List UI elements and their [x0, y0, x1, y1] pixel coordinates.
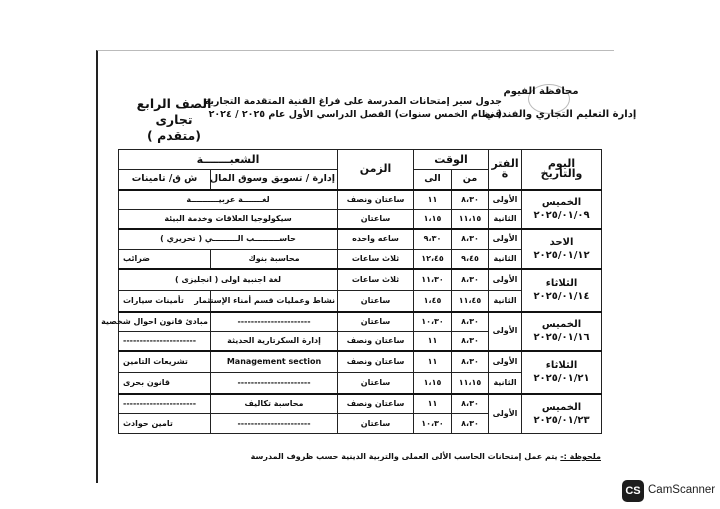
subject-insurance-cell: ----------------------: [119, 394, 211, 414]
period-cell: الأولى: [489, 351, 522, 373]
duration-cell: ثلاث ساعات: [338, 269, 414, 291]
time-from-cell: ٨،٣٠: [452, 414, 489, 434]
time-to-cell: ١١: [414, 190, 452, 210]
exam-date: ٢٠٢٥/٠١/٢١: [533, 373, 590, 384]
time-from-cell: ٩،٤٥: [452, 250, 489, 269]
day-name: الاحد: [549, 236, 574, 248]
period-cell: الأولى: [489, 312, 522, 351]
day-name: الثلاثاء: [545, 278, 578, 289]
exam-date: ٢٠٢٥/٠١/١٦: [533, 332, 590, 343]
period-cell: الثانية: [489, 373, 522, 394]
duration-cell: ساعتان: [338, 312, 414, 332]
department-label: إدارة التعليم التجاري والفندقي: [485, 109, 637, 120]
day-header: اليوم: [547, 157, 576, 171]
day-date-cell: [522, 351, 602, 394]
note-label: ملحوظة :-: [560, 452, 601, 461]
schedule-row: [119, 229, 602, 250]
title-line-1: جدول سير إمتحانات المدرسة على فراغ الفنية المتقدمة التجارية: [204, 96, 502, 107]
grade-line-3: (متقدم ): [147, 128, 201, 143]
subject-insurance-cell: تامين حوادث: [119, 414, 211, 434]
time-to-cell: ١٢،٤٥: [414, 250, 452, 269]
day-name: الخميس: [541, 319, 582, 330]
time-to-cell: ١،٤٥: [414, 291, 452, 312]
exam-date: ٢٠٢٥/٠١/١٢: [533, 249, 590, 261]
day-name: الثلاثاء: [545, 360, 578, 371]
time-to-cell: ١١: [414, 394, 452, 414]
day-date-cell: [522, 229, 602, 269]
schedule-row: [119, 269, 602, 291]
period-cell: الأولى: [489, 190, 522, 210]
time-from-cell: ٨،٣٠: [452, 351, 489, 373]
subject-marketing-cell: محاسبة بنوك: [211, 250, 338, 269]
subject-marketing-cell: محاسبة تكاليف: [211, 394, 338, 414]
day-date-header: [522, 150, 602, 190]
duration-header: الزمن: [338, 150, 414, 190]
time-to-cell: ١٠،٣٠: [414, 312, 452, 332]
subject-common-cell: حاســـــــــب الـــــــــي ( تحريري ): [119, 229, 338, 250]
time-to-cell: ١،١٥: [414, 373, 452, 394]
time-to-cell: ١،١٥: [414, 210, 452, 229]
duration-cell: ساعه واحده: [338, 229, 414, 250]
duration-cell: ساعتان ونصف: [338, 332, 414, 351]
subject-common-cell: سيكولوجيا العلاقات وخدمة البيئة: [119, 210, 338, 229]
time-from-cell: ٨،٣٠: [452, 394, 489, 414]
subject-insurance-cell: تأمينات سيارات: [119, 291, 211, 312]
branch-header: الشعبـــــــة: [119, 150, 338, 170]
duration-cell: ساعتان: [338, 373, 414, 394]
branch-insurance-header: ش ق/ تامينات: [119, 170, 211, 190]
time-from-cell: ٨،٣٠: [452, 332, 489, 351]
camscanner-logo-icon: CS: [622, 480, 644, 502]
subject-marketing-cell: نشاط وعمليات قسم أمناء الإستثمار: [211, 291, 338, 312]
exam-date: ٢٠٢٥/٠١/٢٣: [533, 414, 590, 426]
duration-cell: ساعتان ونصف: [338, 190, 414, 210]
time-from-cell: ٨،٣٠: [452, 269, 489, 291]
period-header-a: الفتر: [491, 157, 519, 171]
period-cell: الأولى: [489, 229, 522, 250]
camscanner-label: CamScanner: [648, 484, 716, 496]
document-title: [204, 96, 502, 120]
from-header: من: [452, 170, 489, 190]
time-to-cell: ١٠،٣٠: [414, 414, 452, 434]
subject-insurance-cell: تشريعات التامين: [119, 351, 211, 373]
time-header: الوقت: [414, 150, 489, 170]
duration-cell: ساعتان: [338, 210, 414, 229]
governorate-label: محافظة الفيوم: [503, 86, 579, 97]
period-cell: الأولى: [489, 269, 522, 291]
period-cell: الثانية: [489, 250, 522, 269]
subject-marketing-cell: ----------------------: [211, 312, 338, 332]
duration-cell: ساعتان: [338, 414, 414, 434]
exam-date: ٢٠٢٥/٠١/٠٩: [533, 210, 590, 221]
duration-cell: ثلاث ساعات: [338, 250, 414, 269]
duration-cell: ساعتان: [338, 291, 414, 312]
schedule-row: [119, 351, 602, 373]
time-from-cell: ١١،١٥: [452, 373, 489, 394]
subject-common-cell: لغـــــــة عربيــــــــــة: [119, 190, 338, 210]
day-name: الخميس: [541, 197, 582, 208]
time-to-cell: ٩،٣٠: [414, 229, 452, 250]
title-line-2: ( نظام الخمس سنوات) الفصل الدراسي الأول عام ٢٠٢٥ / ٢٠٢٤: [208, 109, 502, 120]
period-cell: الثانية: [489, 291, 522, 312]
grade-line-1: الصف الرابع: [136, 96, 212, 111]
subject-insurance-cell: ضرائب: [119, 250, 211, 269]
footer-note: [250, 452, 601, 461]
period-cell: الثانية: [489, 210, 522, 229]
time-from-cell: ١١،٤٥: [452, 291, 489, 312]
date-header: والتاريخ: [540, 167, 583, 181]
time-from-cell: ٨،٣٠: [452, 312, 489, 332]
branch-marketing-header: إدارة / تسويق وسوق المال: [211, 170, 338, 190]
to-header: الى: [414, 170, 452, 190]
time-to-cell: ١١،٣٠: [414, 269, 452, 291]
subject-common-cell: لغة اجنبية اولى ( انجليزى ): [119, 269, 338, 291]
day-name: الخميس: [541, 401, 582, 413]
exam-date: ٢٠٢٥/٠١/١٤: [533, 291, 590, 302]
subject-insurance-cell: مبادئ قانون احوال شخصية: [119, 312, 211, 332]
duration-cell: ساعتان ونصف: [338, 351, 414, 373]
subject-marketing-cell: ----------------------: [211, 373, 338, 394]
time-to-cell: ١١: [414, 351, 452, 373]
subject-insurance-cell: ----------------------: [119, 332, 211, 351]
day-date-cell: [522, 312, 602, 351]
schedule-row: [119, 312, 602, 332]
time-from-cell: ٨،٣٠: [452, 229, 489, 250]
subject-insurance-cell: قانون بحرى: [119, 373, 211, 394]
period-header-b: ة: [501, 167, 509, 181]
exam-schedule-table: [101, 149, 602, 434]
grade-line-2: تجارى: [155, 112, 193, 127]
subject-marketing-cell: ----------------------: [211, 414, 338, 434]
day-date-cell: [522, 269, 602, 312]
schedule-row: [119, 394, 602, 414]
subject-marketing-cell: Management section: [211, 351, 338, 373]
time-from-cell: ٨،٣٠: [452, 190, 489, 210]
day-date-cell: [522, 190, 602, 229]
time-to-cell: ١١: [414, 332, 452, 351]
note-text: يتم عمل إمتحانات الحاسب الألى العملى والتربية الدينية حسب ظروف المدرسة: [250, 452, 558, 461]
grade-block: [122, 96, 226, 144]
schedule-row: [119, 190, 602, 210]
day-date-cell: [522, 394, 602, 434]
time-from-cell: ١١،١٥: [452, 210, 489, 229]
period-header: [489, 150, 522, 190]
duration-cell: ساعتان ونصف: [338, 394, 414, 414]
subject-marketing-cell: إدارة السكرتارية الحديثة: [211, 332, 338, 351]
period-cell: الأولى: [489, 394, 522, 434]
